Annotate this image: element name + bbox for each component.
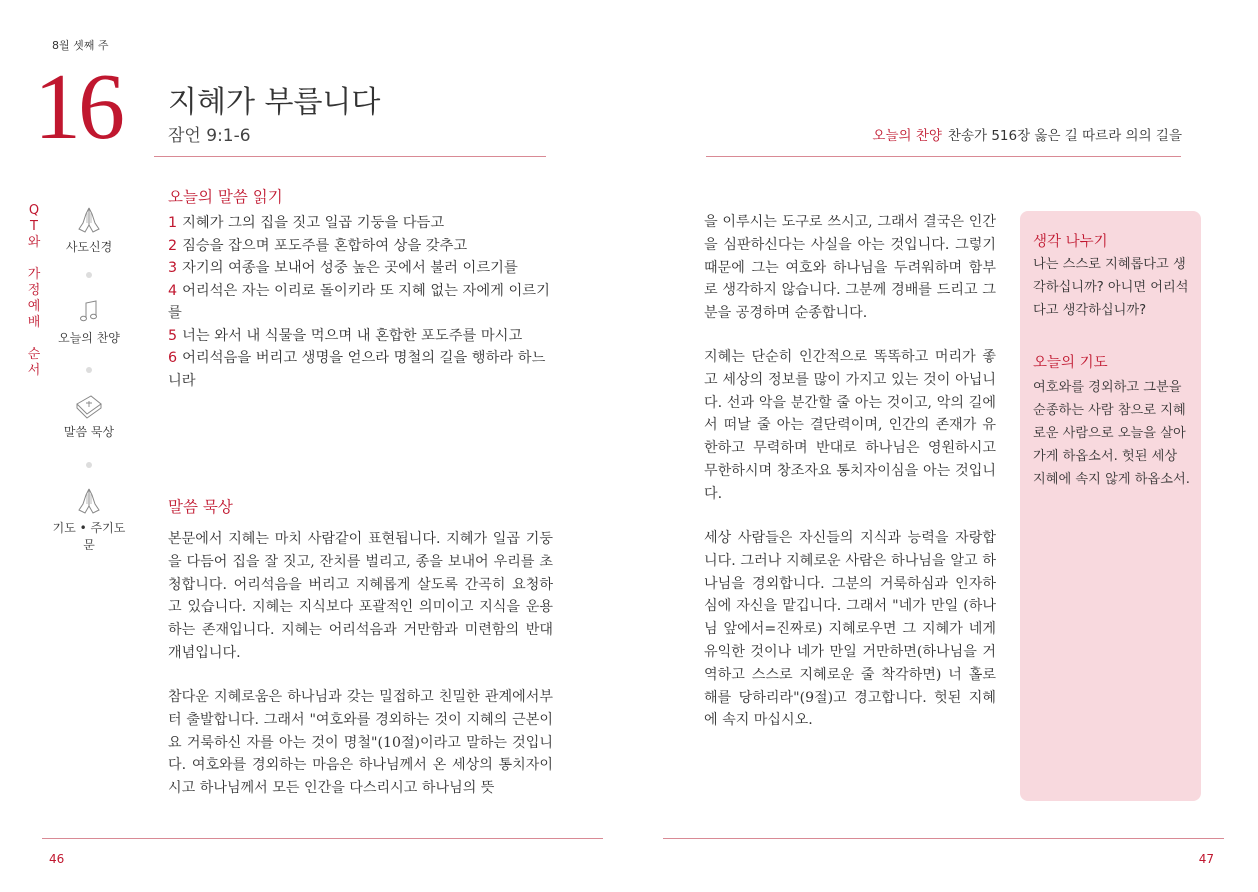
qt-char: Q xyxy=(28,203,40,218)
step-label: 기도 • 주기도문 xyxy=(52,521,126,552)
header-rule-right xyxy=(706,156,1181,157)
hymn-label: 오늘의 찬양 xyxy=(872,128,942,144)
qt-char: 가 xyxy=(27,267,41,282)
step-apostles-creed xyxy=(48,205,130,255)
verse-text: 어리석음을 버리고 생명을 얻으라 명철의 길을 행하라 하느니라 xyxy=(168,350,546,389)
verse-text: 너는 와서 내 식물을 먹으며 내 혼합한 포도주를 마시고 xyxy=(182,327,523,344)
meditation-paragraph: 지혜는 단순히 인간적으로 똑똑하고 머리가 좋고 세상의 정보를 많이 가지고 있는 것이 아닙니다. 선과 악을 분간할 줄 아는 것이고, 악의 길에서 떠날 줄 아는 결단력이며, 인간의 존재가 유한하고 무력하며 반대로 하나님은 영원하시고 무한하시며 창조자요 통치자이심을 아는 것입니다. xyxy=(704,349,996,502)
week-label: 8월 셋째 주 xyxy=(52,39,109,52)
verse-text: 어리석은 자는 이리로 돌이키라 또 지혜 없는 자에게 이르기를 xyxy=(168,282,550,321)
qt-family-worship-order-label xyxy=(26,203,42,379)
sharing-heading: 생각 나누기 xyxy=(1033,234,1108,250)
step-label: 사도신경 xyxy=(65,240,113,254)
bible-book-icon xyxy=(73,392,105,420)
verse-number: 5 xyxy=(168,327,178,344)
step-meditation xyxy=(48,392,130,440)
step-dot xyxy=(86,272,92,278)
step-dot xyxy=(86,367,92,373)
verse-number: 2 xyxy=(168,237,178,254)
verse-text: 자기의 여종을 보내어 성중 높은 곳에서 불러 이르기를 xyxy=(182,260,518,276)
meditation-heading: 말씀 묵상 xyxy=(168,498,233,516)
verse-item xyxy=(168,212,556,235)
header-rule-left xyxy=(154,156,546,157)
meditation-paragraph: 참다운 지혜로움은 하나님과 갖는 밀접하고 친밀한 관계에서부터 출발합니다. 그래서 "여호와를 경외하는 것이 지혜의 근본이요 거룩하신 자를 아는 것이 명철"(10절)이라고 말하는 것입니다. 여호와를 경외하는 마음은 하나님께서 온 세상의 통치자이시고 하나님께서 모든 인간을 다스리시고 하나님의 뜻 xyxy=(168,689,553,797)
qt-char: 순 xyxy=(27,347,41,362)
prayer-text: 여호와를 경외하고 그분을 순종하는 사람 참으로 지혜로운 사람으로 오늘을 살아가게 하옵소서. 헛된 세상 지혜에 속지 않게 하옵소서. xyxy=(1033,380,1190,487)
verse-item xyxy=(168,347,556,392)
qt-char: 정 xyxy=(27,283,41,298)
verse-number: 4 xyxy=(168,282,178,299)
page-number-right: 47 xyxy=(1198,852,1214,866)
hymn-text: 찬송가 516장 옳은 길 따르라 의의 길을 xyxy=(947,128,1182,144)
footer-rule-left xyxy=(42,838,603,839)
verse-item xyxy=(168,325,556,348)
meditation-paragraph: 세상 사람들은 자신들의 지식과 능력을 자랑합니다. 그러나 지혜로운 사람은 하나님을 알고 하나님을 경외합니다. 그분의 거룩하심과 인자하심에 자신을 맡깁니다. 그래서 "네가 만일 (하나님 앞에서=진짜로) 지혜로우면 그 지혜가 네게 유익한 것이나 네가 만일 거만하면(하나님을 거역하고 스스로 지혜로운 줄 착각하면) 너 홀로 해를 당하리라"(9절)고 경고합니다. 헛된 지혜에 속지 마십시오. xyxy=(704,530,996,729)
verse-item xyxy=(168,257,556,280)
footer-rule-right xyxy=(663,838,1224,839)
verse-number: 3 xyxy=(168,260,178,276)
page-title: 지혜가 부릅니다 xyxy=(168,85,381,120)
step-label: 오늘의 찬양 xyxy=(58,331,120,345)
qt-char: T xyxy=(30,219,38,234)
sharing-text: 나는 스스로 지혜롭다고 생각하십니까? 아니면 어리석다고 생각하십니까? xyxy=(1033,257,1189,318)
praying-hands-icon xyxy=(74,486,104,516)
reading-heading: 오늘의 말씀 읽기 xyxy=(168,188,283,206)
qt-gap xyxy=(26,251,42,267)
step-label: 말씀 묵상 xyxy=(63,425,115,439)
music-note-icon xyxy=(74,298,104,326)
qt-char: 와 xyxy=(27,235,41,250)
scripture-reference: 잠언 9:1-6 xyxy=(168,126,251,146)
meditation-paragraph: 을 이루시는 도구로 쓰시고, 그래서 결국은 인간을 심판하신다는 사실을 아는 것입니다. 그렇기 때문에 그는 여호와 하나님을 두려워하며 함부로 생각하지 않습니다. 그분께 경배를 드리고 그분을 공경하며 순종합니다. xyxy=(704,214,996,322)
page-number-left: 46 xyxy=(49,852,65,866)
verse-text: 짐승을 잡으며 포도주를 혼합하여 상을 갖추고 xyxy=(182,237,468,254)
verse-text: 지혜가 그의 집을 짓고 일곱 기둥을 다듬고 xyxy=(182,215,445,231)
qt-char: 예 xyxy=(27,299,41,314)
qt-char: 서 xyxy=(27,363,41,378)
todays-hymn xyxy=(872,124,1182,144)
step-dot xyxy=(86,462,92,468)
verse-item xyxy=(168,235,556,258)
step-prayer xyxy=(48,486,130,553)
qt-char: 배 xyxy=(27,315,41,330)
verse-list xyxy=(168,212,556,392)
meditation-paragraph: 본문에서 지혜는 마치 사람같이 표현됩니다. 지혜가 일곱 기둥을 다듬어 집을 잘 짓고, 잔치를 벌리고, 종을 보내어 우리를 초청합니다. 어리석음을 버리고 지혜롭게 살도록 간곡히 요청하고 있습니다. 지혜는 지식보다 포괄적인 의미이고 지식을 운용하는 존재입니다. 지혜는 어리석음과 거만함과 미련함의 반대 개념입니다. xyxy=(168,531,553,661)
verse-number: 1 xyxy=(168,215,178,231)
step-todays-hymn xyxy=(48,298,130,346)
verse-item xyxy=(168,280,556,325)
verse-number: 6 xyxy=(168,350,178,366)
praying-hands-icon xyxy=(74,205,104,235)
qt-gap xyxy=(26,331,42,347)
day-number: 16 xyxy=(34,55,122,159)
prayer-heading: 오늘의 기도 xyxy=(1033,355,1108,371)
